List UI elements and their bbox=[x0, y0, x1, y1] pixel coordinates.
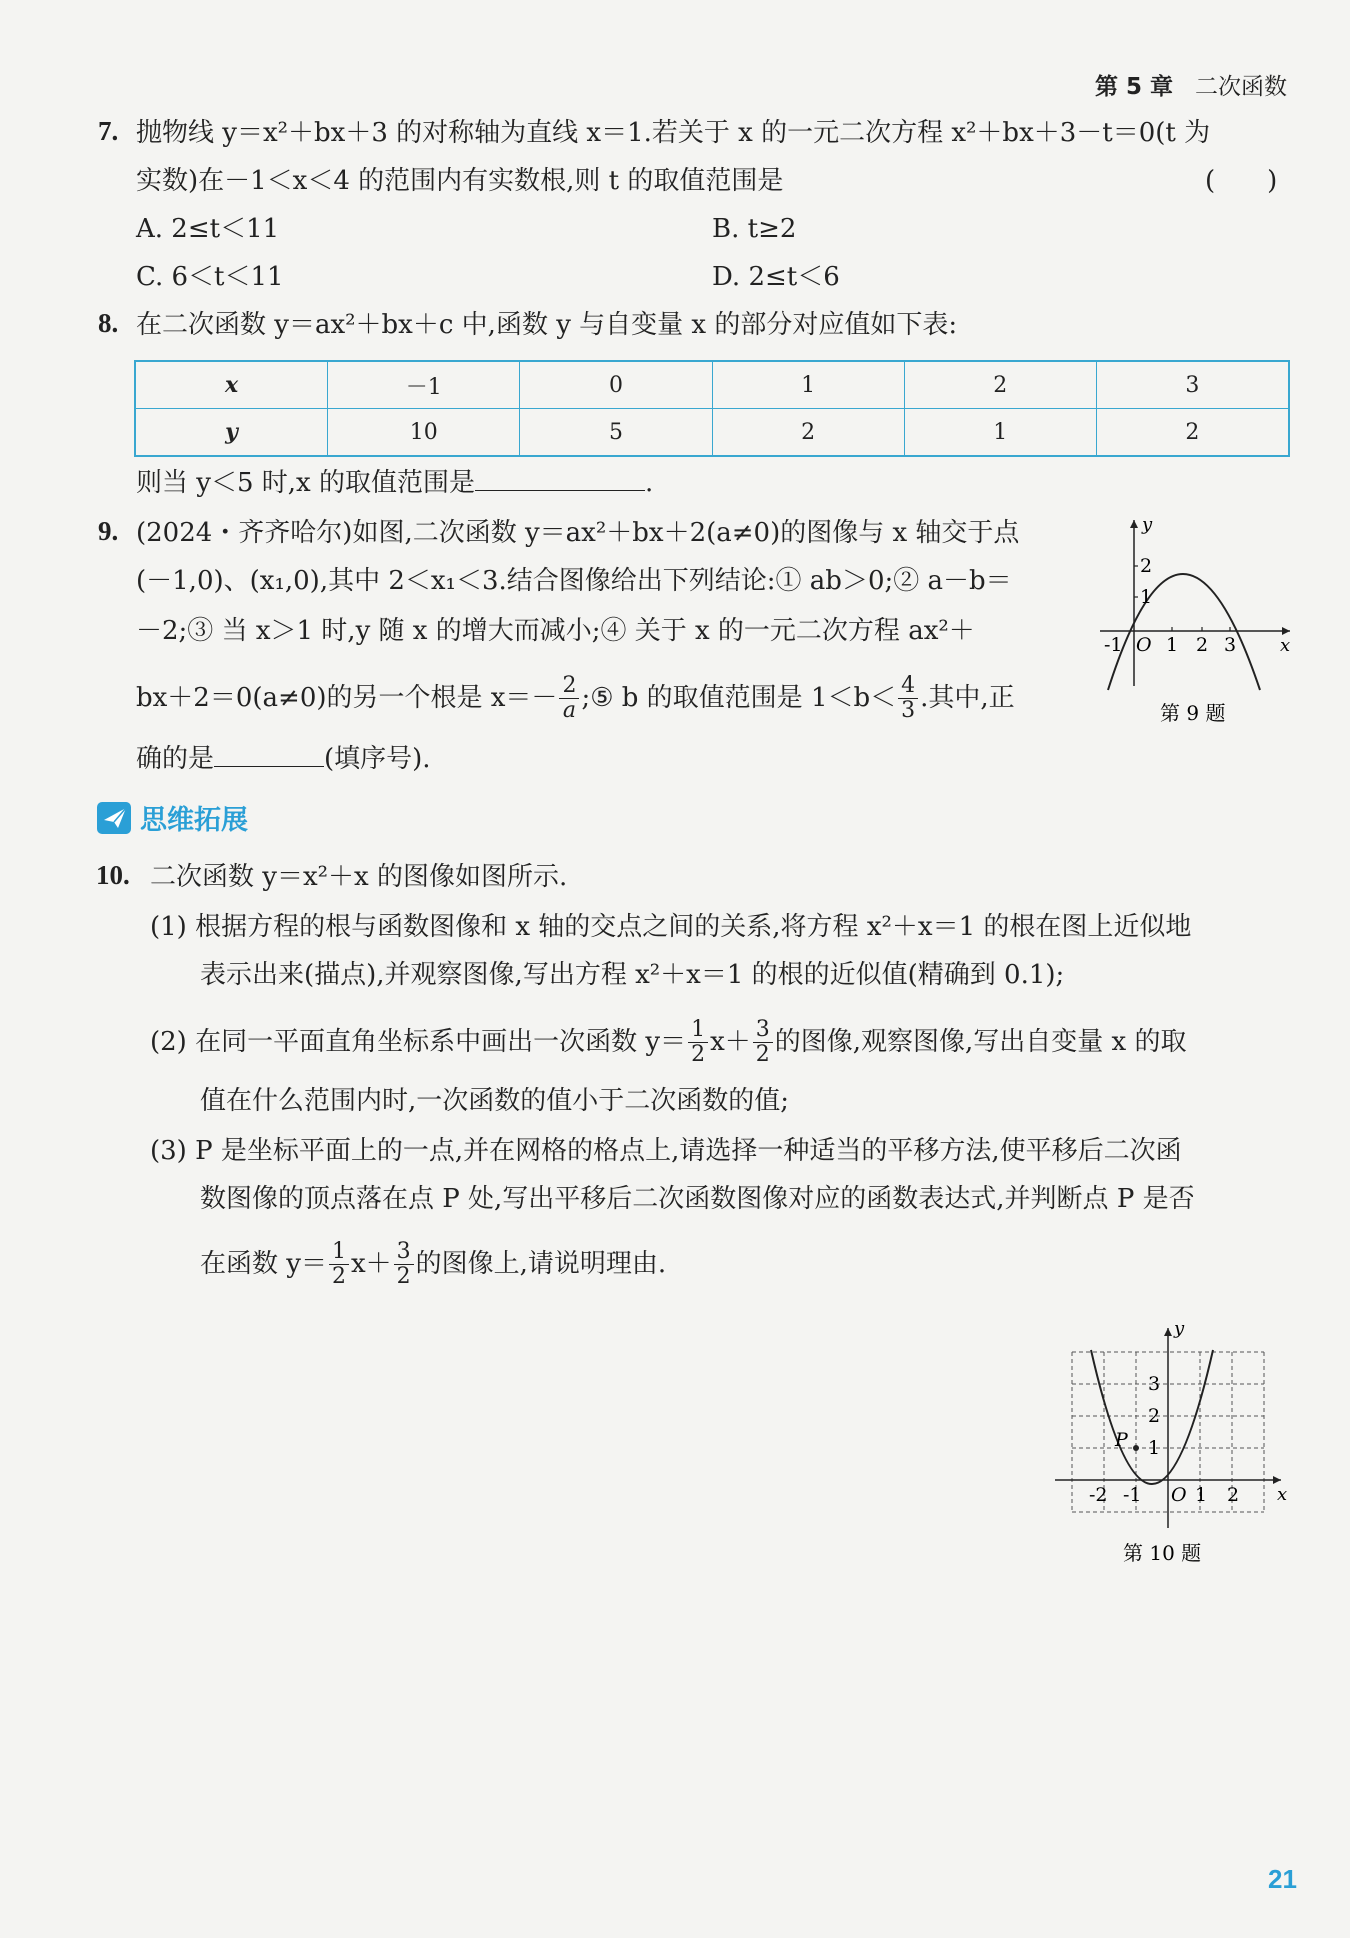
q10-part2-line1 bbox=[150, 1014, 1186, 1070]
q9-parabola-figure bbox=[1090, 508, 1300, 738]
q10-part3-text-b: x＋ bbox=[350, 1249, 392, 1279]
q10-part1-line1: (1) 根据方程的根与函数图像和 x 轴的交点之间的关系,将方程 x²＋x＝1 的根在图上近似地 bbox=[150, 912, 1192, 942]
q9-line5-text: 确的是 bbox=[136, 744, 215, 774]
q10-part2-text-c: 的图像,观察图像,写出自变量 x 的取 bbox=[774, 1027, 1187, 1057]
q10-part2-line2: 值在什么范围内时,一次函数的值小于二次函数的值; bbox=[200, 1086, 790, 1116]
section-title: 思维拓展 bbox=[140, 805, 248, 836]
origin-label: O bbox=[1171, 1484, 1187, 1506]
q10-intro: 二次函数 y＝x²＋x 的图像如图所示. bbox=[150, 862, 568, 892]
fraction-three-halves bbox=[753, 1018, 773, 1067]
section-heading bbox=[96, 798, 248, 837]
table-cell: 1 bbox=[904, 409, 1096, 457]
table-header-x: x bbox=[135, 361, 328, 409]
table-cell: 3 bbox=[1096, 361, 1289, 409]
q7-number: 7. bbox=[98, 116, 119, 146]
table-cell: －1 bbox=[328, 361, 520, 409]
fraction-denominator: 3 bbox=[901, 697, 916, 723]
y-tick-label: 2 bbox=[1148, 1405, 1161, 1427]
table-cell: 0 bbox=[520, 361, 712, 409]
q10-part3-line1: (3) P 是坐标平面上的一点,并在网格的格点上,请选择一种适当的平移方法,使平移后二次函 bbox=[150, 1136, 1182, 1166]
fraction-numerator: 3 bbox=[394, 1240, 414, 1265]
chapter-header bbox=[1095, 68, 1287, 101]
figure-caption: 第 10 题 bbox=[1123, 1541, 1202, 1565]
fraction-three-halves bbox=[394, 1240, 414, 1289]
fraction-denominator: 2 bbox=[755, 1041, 770, 1067]
q10-part2-text-b: x＋ bbox=[710, 1027, 751, 1057]
x-tick-label: -1 bbox=[1123, 1484, 1142, 1506]
q9-line4-text-a: bx＋2＝0(a≠0)的另一个根是 x＝－ bbox=[136, 683, 558, 713]
q7-line1: 抛物线 y＝x²＋bx＋3 的对称轴为直线 x＝1.若关于 x 的一元二次方程 x²＋bx＋3－t＝0(t 为 bbox=[136, 118, 1211, 148]
table-cell: 1 bbox=[712, 361, 904, 409]
q9-number: 9. bbox=[98, 516, 119, 546]
q10-part3-text-c: 的图像上,请说明理由. bbox=[415, 1249, 667, 1279]
table-cell: 2 bbox=[904, 361, 1096, 409]
fraction-denominator: 2 bbox=[396, 1263, 411, 1289]
x-tick-label-neg1: -1 bbox=[1104, 634, 1123, 656]
q8-followup bbox=[136, 466, 653, 500]
chapter-title: 二次函数 bbox=[1194, 74, 1287, 100]
q8-followup-text: 则当 y＜5 时,x 的取值范围是 bbox=[136, 468, 475, 498]
y-tick-label: 2 bbox=[1140, 555, 1153, 577]
point-p-label: P bbox=[1115, 1429, 1128, 1451]
q8-value-table bbox=[134, 360, 1290, 457]
x-axis-arrow-icon bbox=[1282, 627, 1290, 635]
fraction-denominator: 2 bbox=[331, 1263, 346, 1289]
q10-part2-text-a: (2) 在同一平面直角坐标系中画出一次函数 y＝ bbox=[150, 1027, 687, 1057]
q7-option-d: D. 2≤t＜6 bbox=[712, 262, 840, 292]
fraction-numerator: 3 bbox=[753, 1018, 773, 1043]
q9-fraction-2-over-a bbox=[559, 674, 579, 723]
q9-line5-end: (填序号). bbox=[324, 744, 431, 774]
fraction-numerator: 1 bbox=[688, 1018, 708, 1043]
table-cell: 2 bbox=[712, 409, 904, 457]
x-tick-label: 2 bbox=[1227, 1484, 1240, 1506]
fraction-one-half bbox=[329, 1240, 349, 1289]
table-row bbox=[135, 361, 1289, 409]
x-tick-label: 3 bbox=[1224, 634, 1237, 656]
origin-label: O bbox=[1136, 634, 1152, 656]
answer-blank[interactable] bbox=[475, 490, 645, 491]
y-axis-label: y bbox=[1174, 1318, 1185, 1339]
q10-part3-line3 bbox=[200, 1236, 666, 1292]
table-cell: 10 bbox=[328, 409, 520, 457]
paper-plane-icon bbox=[96, 800, 134, 836]
table-cell: 5 bbox=[520, 409, 712, 457]
y-tick-label: 1 bbox=[1148, 1437, 1161, 1459]
q8-intro: 在二次函数 y＝ax²＋bx＋c 中,函数 y 与自变量 x 的部分对应值如下表: bbox=[136, 310, 958, 340]
fraction-numerator: 2 bbox=[559, 674, 579, 699]
x-tick-label: 1 bbox=[1166, 634, 1179, 656]
q9-line1: (2024・齐齐哈尔)如图,二次函数 y＝ax²＋bx＋2(a≠0)的图像与 x 轴交于点 bbox=[136, 518, 1020, 548]
q10-number: 10. bbox=[96, 860, 130, 890]
y-axis-arrow-icon bbox=[1130, 520, 1138, 528]
q7-option-c: C. 6＜t＜11 bbox=[136, 262, 284, 292]
y-axis-label: y bbox=[1142, 514, 1153, 535]
x-axis-arrow-icon bbox=[1273, 1476, 1281, 1484]
q10-part3-text-a: 在函数 y＝ bbox=[200, 1249, 327, 1279]
q9-line4 bbox=[136, 670, 1015, 726]
q9-line4-text-b: ;⑤ b 的取值范围是 1＜b＜ bbox=[581, 683, 897, 713]
fraction-numerator: 1 bbox=[329, 1240, 349, 1265]
y-tick-label: 3 bbox=[1148, 1373, 1161, 1395]
q8-number: 8. bbox=[98, 308, 119, 338]
x-tick-label: -2 bbox=[1089, 1484, 1108, 1506]
q10-grid-figure bbox=[1035, 1310, 1295, 1570]
q10-part1-line2: 表示出来(描点),并观察图像,写出方程 x²＋x＝1 的根的近似值(精确到 0.1); bbox=[200, 960, 1065, 990]
q9-line5 bbox=[136, 742, 431, 776]
q10-part3-line2: 数图像的顶点落在点 P 处,写出平移后二次函数图像对应的函数表达式,并判断点 P 是否 bbox=[200, 1184, 1195, 1214]
q8-followup-end: . bbox=[644, 468, 654, 498]
table-cell: 2 bbox=[1096, 409, 1289, 457]
q7-answer-paren: ( ) bbox=[1205, 166, 1278, 196]
q9-fraction-4-over-3 bbox=[898, 674, 918, 723]
fraction-numerator: 4 bbox=[898, 674, 918, 699]
fraction-denominator: a bbox=[562, 697, 576, 723]
page-number: 21 bbox=[1268, 1864, 1297, 1894]
y-axis-arrow-icon bbox=[1164, 1328, 1172, 1336]
fraction-denominator: 2 bbox=[691, 1041, 706, 1067]
chapter-number: 第 5 章 bbox=[1095, 74, 1174, 100]
fraction-one-half bbox=[688, 1018, 708, 1067]
q9-line2: (－1,0)、(x₁,0),其中 2＜x₁＜3.结合图像给出下列结论:① ab＞0;② a－b＝ bbox=[136, 566, 1012, 596]
x-tick-label: 2 bbox=[1196, 634, 1209, 656]
q9-line3: －2;③ 当 x＞1 时,y 随 x 的增大而减小;④ 关于 x 的一元二次方程 ax²＋ bbox=[136, 616, 975, 646]
q7-option-a: A. 2≤t＜11 bbox=[136, 214, 280, 244]
y-tick-label: 1 bbox=[1140, 586, 1153, 608]
q7-option-b: B. t≥2 bbox=[712, 214, 797, 244]
q9-line4-text-c: .其中,正 bbox=[920, 683, 1015, 713]
table-header-y: y bbox=[135, 409, 328, 457]
x-axis-label: x bbox=[1280, 635, 1291, 656]
point-p-marker bbox=[1133, 1445, 1139, 1451]
figure-caption: 第 9 题 bbox=[1160, 701, 1226, 725]
parabola-curve bbox=[1108, 574, 1260, 690]
table-row bbox=[135, 409, 1289, 457]
answer-blank[interactable] bbox=[214, 766, 324, 767]
x-axis-label: x bbox=[1277, 1484, 1288, 1505]
x-tick-label: 1 bbox=[1195, 1484, 1208, 1506]
q7-line2: 实数)在－1＜x＜4 的范围内有实数根,则 t 的取值范围是 bbox=[136, 166, 784, 196]
